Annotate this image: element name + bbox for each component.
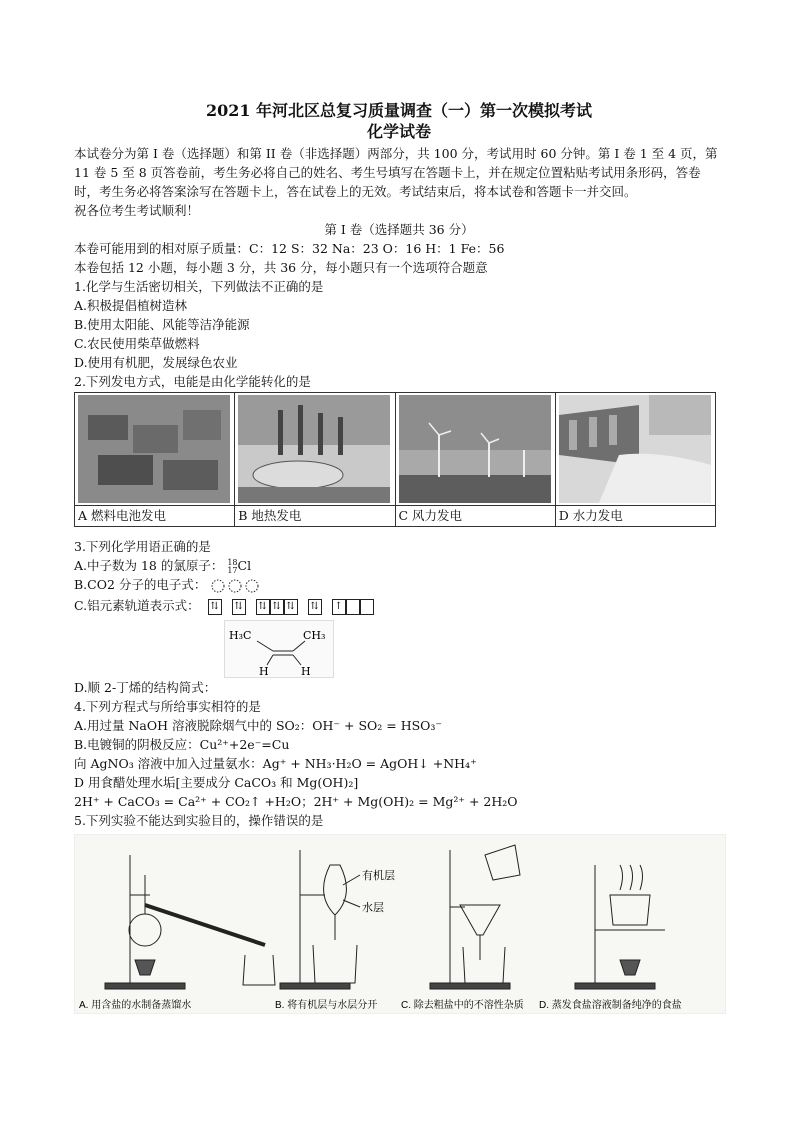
struct-left-methyl: H₃C <box>229 629 252 642</box>
aluminum-orbital-diagram: ⇅ ⇅ ⇅ ⇅ ⇅ ⇅ ↑ <box>208 599 384 615</box>
wind-turbine-photo <box>399 395 551 503</box>
intro-paragraph: 本试卷分为第 I 卷（选择题）和第 II 卷（非选择题）两部分，共 100 分，考试用时 60 分钟。第 I 卷 1 至 4 页，第 11 卷 5 至 8 页答卷前，考生务必将自己的姓名、考生号填写在答题卡上，并在规定位置粘贴考试用条形码，答卷时，考生务必将答案涂写在答题卡上，答在试卷上的无效。考试结束后，将本试卷和答题卡一并交回。 <box>74 146 718 199</box>
q5-caption-c: C. 除去粗盐中的不溶性杂质 <box>401 1000 524 1011</box>
intro-wish: 祝各位考生考试顺利！ <box>74 203 200 218</box>
q5-stem: 5.下列实验不能达到实验目的，操作错误的是 <box>74 813 324 828</box>
q4-option-c: 向 AgNO₃ 溶液中加入过量氨水：Ag⁺ + NH₃·H₂O = AgOH↓ +NH₄⁺ <box>74 756 477 771</box>
q5-caption-d: D. 蒸发食盐溶液制备纯净的食盐 <box>539 1000 682 1011</box>
cis-2-butene-structure <box>224 620 334 678</box>
q3-option-a-text: A.中子数为 18 的氯原子： <box>74 558 224 573</box>
q2-stem: 2.下列发电方式，电能是由化学能转化的是 <box>74 374 311 389</box>
q1-stem: 1.化学与生活密切相关，下列做法不正确的是 <box>74 279 324 294</box>
exam-subtitle: 化学试卷 <box>366 122 431 141</box>
exam-title: 2021 年河北区总复习质量调查（一）第一次模拟考试 <box>205 101 593 120</box>
exam-page <box>74 100 724 1017</box>
q5-caption-a: A. 用含盐的水制备蒸馏水 <box>79 1000 192 1011</box>
q3-option-c <box>74 594 724 618</box>
fuel-cell-photo <box>78 395 230 503</box>
section-heading: 第 I 卷（选择题共 36 分） <box>324 222 474 237</box>
q2-photo-cell <box>395 393 555 506</box>
q3-option-c-text: C.铝元素轨道表示式： <box>74 598 200 613</box>
q2-caption-a: A 燃料电池发电 <box>75 506 235 527</box>
hydro-dam-photo <box>559 395 711 503</box>
struct-right-methyl: CH₃ <box>303 629 326 642</box>
q2-photo-cell <box>75 393 235 506</box>
q5-caption-b: B. 将有机层与水层分开 <box>275 1000 378 1011</box>
q2-caption-c: C 风力发电 <box>395 506 555 527</box>
q1-option-b: B.使用太阳能、风能等洁净能源 <box>74 317 250 332</box>
q2-caption-b: B 地热发电 <box>235 506 395 527</box>
struct-h-left: H <box>259 665 269 677</box>
q1-option-d: D.使用有机肥，发展绿色农业 <box>74 355 238 370</box>
q4-option-b: B.电镀铜的阴极反应：Cu²⁺+2e⁻=Cu <box>74 737 290 752</box>
q2-image-table <box>74 392 716 527</box>
separatory-funnel-apparatus <box>280 850 360 989</box>
isotope-symbol: Cl <box>237 558 252 573</box>
co2-electron-dot-icon <box>210 578 260 594</box>
filtration-apparatus <box>430 845 520 989</box>
q3-option-b <box>74 575 724 594</box>
q4-option-d: D 用食醋处理水垢[主要成分 CaCO₃ 和 Mg(OH)₂] <box>74 775 359 790</box>
atomic-masses: 本卷可能用到的相对原子质量：C：12 S：32 Na：23 O：16 H：1 Fe：56 <box>74 241 505 256</box>
q2-caption-d: D 水力发电 <box>555 506 715 527</box>
label-organic-layer: 有机层 <box>362 870 395 882</box>
q2-photo-cell <box>235 393 395 506</box>
struct-h-right: H <box>301 665 311 677</box>
isotope-mass-number: 18 <box>227 557 238 567</box>
distillation-apparatus <box>105 855 275 989</box>
section-rule: 本卷包括 12 小题，每小题 3 分，共 36 分，每小题只有一个选项符合题意 <box>74 260 488 275</box>
q3-option-b-text: B.CO2 分子的电子式： <box>74 577 207 592</box>
q1-option-a: A.积极提倡植树造林 <box>74 298 188 313</box>
evaporation-apparatus <box>575 865 665 989</box>
q3-option-d: D.顺 2-丁烯的结构简式： <box>74 680 217 695</box>
q2-photo-cell <box>555 393 715 506</box>
label-water-layer: 水层 <box>362 902 384 914</box>
isotope-atomic-number: 17 <box>227 565 238 575</box>
q3-option-a <box>74 556 724 575</box>
q5-apparatus-figure <box>74 834 726 1014</box>
isotope-numbers <box>227 559 237 575</box>
q4-option-a: A.用过量 NaOH 溶液脱除烟气中的 SO₂：OH⁻ + SO₂ = HSO₃⁻ <box>74 718 443 733</box>
q3-stem: 3.下列化学用语正确的是 <box>74 539 211 554</box>
geothermal-photo <box>238 395 390 503</box>
q1-option-c: C.农民使用柴草做燃料 <box>74 336 200 351</box>
q4-stem: 4.下列方程式与所给事实相符的是 <box>74 699 261 714</box>
q4-option-d-equation: 2H⁺ + CaCO₃ = Ca²⁺ + CO₂↑ +H₂O；2H⁺ + Mg(OH)₂ = Mg²⁺ + 2H₂O <box>74 794 518 809</box>
